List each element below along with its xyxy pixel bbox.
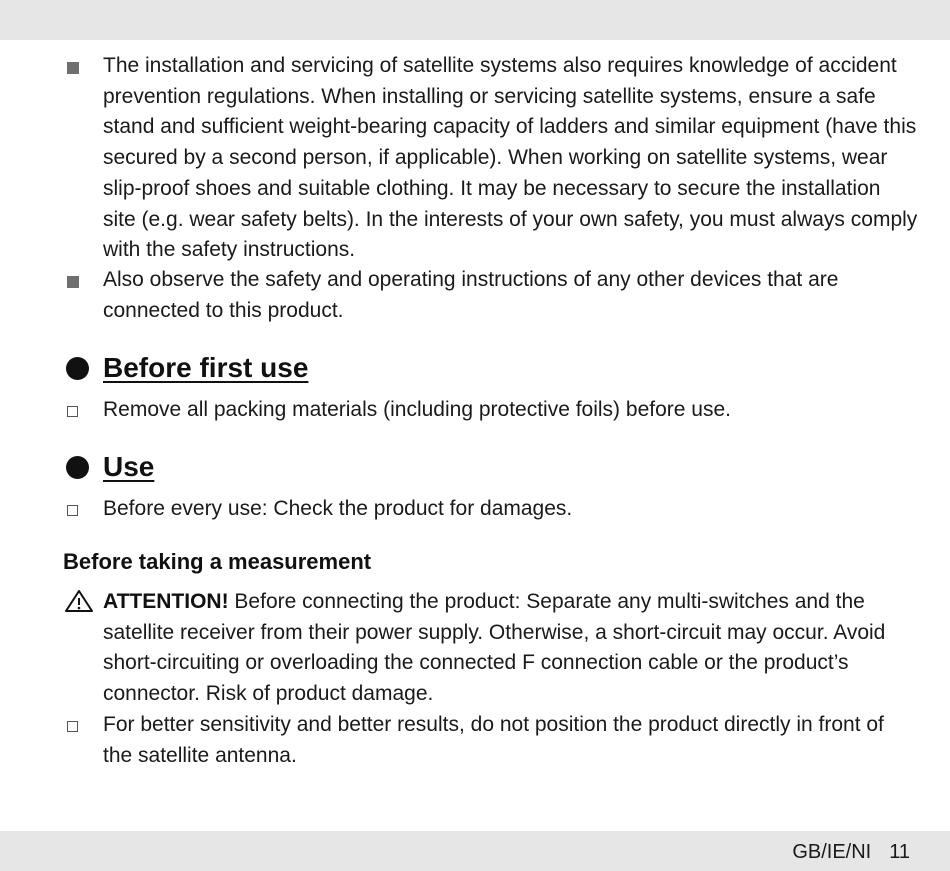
checklist-text: Remove all packing materials (including protective foils) before use.: [103, 398, 731, 421]
section-title: Use: [103, 451, 155, 482]
black-dot-icon: [66, 357, 89, 380]
filled-square-bullet-icon: [67, 276, 79, 288]
bullet-text: The installation and servicing of satellite systems also requires knowledge of accident prevention regulations. When installing or servicing satellite systems, ensure a safe stand and sufficient weight-bearing capacity of ladders and similar equipment (have this secured by a second person, if applicable). When working on satellite systems, wear slip-proof shoes and suitable clothing. It may be necessary to secure the installation site (e.g. wear safety belts). In the interests of your own safety, you must always comply with the safety instructions.: [103, 54, 918, 262]
attention-text: [103, 587, 918, 710]
warning-triangle-icon: [64, 589, 94, 618]
checkbox-square-icon: [67, 505, 78, 516]
checkbox-square-icon: [67, 406, 78, 417]
checklist-text: Before every use: Check the product for damages.: [103, 497, 573, 520]
checkbox-square-icon: [67, 721, 78, 732]
section-title: Before first use: [103, 352, 309, 383]
region-label: GB/IE/NI: [792, 841, 872, 863]
filled-square-bullet-icon: [67, 62, 79, 74]
header-band: [0, 0, 950, 40]
checklist-text: For better sensitivity and better results, do not position the product directly in front of the satellite antenna.: [103, 713, 884, 767]
bullet-text: Also observe the safety and operating instructions of any other devices that are connected to this product.: [103, 268, 839, 322]
attention-body: Before connecting the product: Separate any multi-switches and the satellite receiver from their power supply. Otherwise, a short-circuit may occur. Avoid short-circuiting or overloading the connected F connection cable or the product’s connector. Risk of product damage.: [103, 590, 886, 706]
page-number: 11: [889, 841, 910, 863]
page-footer: [792, 841, 910, 864]
black-dot-icon: [66, 456, 89, 479]
attention-label: ATTENTION!: [103, 590, 229, 613]
subsection-title: Before taking a measurement: [63, 549, 372, 574]
